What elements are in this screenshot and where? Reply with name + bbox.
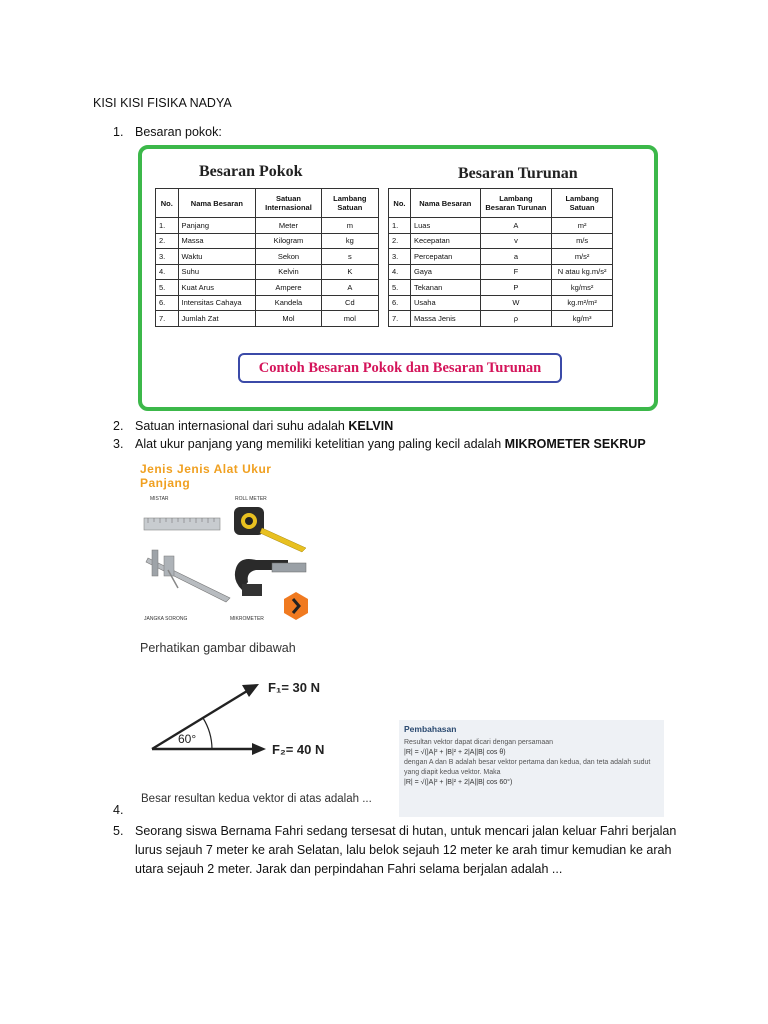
f1-label: F₁= 30 N xyxy=(268,680,320,695)
vector-arrows xyxy=(140,672,360,762)
table-cell: 1. xyxy=(156,218,179,234)
table-cell: Massa Jenis xyxy=(410,311,480,327)
vector-f2-arrow xyxy=(152,743,266,755)
table-cell: 7. xyxy=(156,311,179,327)
table-row xyxy=(389,249,613,265)
pembahasan-line-1: Resultan vektor dapat dicari dengan persamaan xyxy=(404,739,554,746)
table-row xyxy=(389,264,613,280)
table-cell: Kelvin xyxy=(256,264,321,280)
tool-label: MIKROMETER xyxy=(230,616,264,622)
answer-bold: KELVIN xyxy=(348,419,394,433)
table-cell: 3. xyxy=(389,249,411,265)
table-cell: Luas xyxy=(410,218,480,234)
table-cell: Kilogram xyxy=(256,233,321,249)
list-item-1 xyxy=(113,123,222,141)
table-cell: ρ xyxy=(480,311,552,327)
list-text: Satuan internasional dari suhu adalah KELVIN xyxy=(135,419,394,433)
table-cell: 7. xyxy=(389,311,411,327)
vector-note: Perhatikan gambar dibawah xyxy=(140,641,296,655)
document-heading: KISI KISI FISIKA NADYA xyxy=(93,96,232,110)
list-text: Besaran pokok: xyxy=(135,125,222,139)
vector-diagram xyxy=(140,672,360,767)
table-cell: Massa xyxy=(178,233,256,249)
table-cell: A xyxy=(480,218,552,234)
table-cell: Tekanan xyxy=(410,280,480,296)
table-cell: Ampere xyxy=(256,280,321,296)
table-row xyxy=(389,280,613,296)
table-row xyxy=(389,295,613,311)
pembahasan-box xyxy=(399,720,664,817)
micrometer-icon xyxy=(235,559,306,596)
table-cell: a xyxy=(480,249,552,265)
table-row xyxy=(389,218,613,234)
pembahasan-formula-2: |R| = √(|A|² + |B|² + 2|A||B| cos 60°) xyxy=(404,779,513,786)
list-item-2 xyxy=(113,417,393,435)
table-cell: s xyxy=(321,249,378,265)
table-row xyxy=(156,249,379,265)
pokok-title: Besaran Pokok xyxy=(199,163,303,180)
table-cell: Mol xyxy=(256,311,321,327)
table-cell: Waktu xyxy=(178,249,256,265)
table-cell: m² xyxy=(552,218,613,234)
angle-arc xyxy=(203,718,212,749)
table-header-cell: Lambang Satuan xyxy=(321,189,378,218)
table-cell: 4. xyxy=(156,264,179,280)
table-cell: Cd xyxy=(321,295,378,311)
table-header-cell: No. xyxy=(389,189,411,218)
table-cell: Jumlah Zat xyxy=(178,311,256,327)
table-row xyxy=(389,311,613,327)
tools-title: Jenis Jenis Alat Ukur Panjang xyxy=(140,462,272,490)
tape-measure-icon xyxy=(234,507,306,552)
table-cell: 2. xyxy=(389,233,411,249)
table-cell: K xyxy=(321,264,378,280)
table-cell: 2. xyxy=(156,233,179,249)
list-number: 1. xyxy=(113,125,124,139)
table-cell: 5. xyxy=(389,280,411,296)
figure-caption: Contoh Besaran Pokok dan Besaran Turunan xyxy=(238,353,562,383)
table-cell: Kecepatan xyxy=(410,233,480,249)
table-cell: kg.m²/m² xyxy=(552,295,613,311)
table-row xyxy=(156,218,379,234)
table-row xyxy=(156,295,379,311)
table-header-cell: Nama Besaran xyxy=(178,189,256,218)
table-header-cell: No. xyxy=(156,189,179,218)
table-header-cell: Lambang Besaran Turunan xyxy=(480,189,552,218)
table-row xyxy=(156,264,379,280)
table-cell: mol xyxy=(321,311,378,327)
turunan-title: Besaran Turunan xyxy=(458,165,578,182)
vernier-caliper-icon xyxy=(146,550,230,602)
pokok-table xyxy=(155,188,379,327)
table-cell: Percepatan xyxy=(410,249,480,265)
table-cell: Gaya xyxy=(410,264,480,280)
table-cell: P xyxy=(480,280,552,296)
tool-label: JANGKA SORONG xyxy=(144,616,188,622)
vector-f1-arrow xyxy=(152,684,259,749)
pembahasan-title: Pembahasan xyxy=(404,724,457,734)
table-cell: m xyxy=(321,218,378,234)
table-cell: kg xyxy=(321,233,378,249)
table-cell: N atau kg.m/s² xyxy=(552,264,613,280)
table-cell: 4. xyxy=(389,264,411,280)
table-cell: Kuat Arus xyxy=(178,280,256,296)
table-cell: 5. xyxy=(156,280,179,296)
list-item-5 xyxy=(113,822,685,879)
vector-question: Besar resultan kedua vektor di atas adalah ... xyxy=(141,793,372,805)
table-cell: 6. xyxy=(156,295,179,311)
table-cell: 3. xyxy=(156,249,179,265)
tool-label: MISTAR xyxy=(150,496,169,502)
table-cell: m/s² xyxy=(552,249,613,265)
table-row xyxy=(389,233,613,249)
list-text: Alat ukur panjang yang memiliki ketelitian yang paling kecil adalah MIKROMETER SEKRUP xyxy=(135,437,646,451)
orange-hexagon-icon xyxy=(284,592,308,620)
table-cell: v xyxy=(480,233,552,249)
list-number: 3. xyxy=(113,437,124,451)
table-cell: kg/m³ xyxy=(552,311,613,327)
list-number: 5. xyxy=(113,824,124,838)
table-cell: Sekon xyxy=(256,249,321,265)
measuring-tools-figure xyxy=(138,460,318,630)
table-cell: 1. xyxy=(389,218,411,234)
table-header-cell: Satuan Internasional xyxy=(256,189,321,218)
table-cell: Panjang xyxy=(178,218,256,234)
table-cell: W xyxy=(480,295,552,311)
table-cell: Usaha xyxy=(410,295,480,311)
list-item-4 xyxy=(113,801,135,819)
list-text: Seorang siswa Bernama Fahri sedang tersesat di hutan, untuk mencari jalan keluar Fahri berjalan lurus sejauh 7 meter ke arah Selatan, lalu belok sejauh 12 meter ke arah timur kemudian ke arah utara sejauh 2 meter. Jarak dan perpindahan Fahri selama berjalan adalah ... xyxy=(135,824,677,876)
list-number: 4. xyxy=(113,803,124,817)
table-row xyxy=(156,311,379,327)
ruler-icon xyxy=(144,518,220,530)
list-number: 2. xyxy=(113,419,124,433)
table-cell: kg/ms² xyxy=(552,280,613,296)
table-cell: Meter xyxy=(256,218,321,234)
angle-label: 60° xyxy=(178,732,197,746)
table-cell: 6. xyxy=(389,295,411,311)
table-cell: Kandela xyxy=(256,295,321,311)
pembahasan-formula-1: |R| = √(|A|² + |B|² + 2|A||B| cos θ) xyxy=(404,749,506,756)
table-cell: Intensitas Cahaya xyxy=(178,295,256,311)
table-cell: m/s xyxy=(552,233,613,249)
table-cell: F xyxy=(480,264,552,280)
answer-bold: MIKROMETER SEKRUP xyxy=(504,437,646,451)
table-header-cell: Lambang Satuan xyxy=(552,189,613,218)
besaran-figure xyxy=(138,145,658,411)
tools-illustration xyxy=(138,460,318,630)
table-cell: A xyxy=(321,280,378,296)
pembahasan-line-2: dengan A dan B adalah besar vektor pertama dan kedua, dan teta adalah sudut yang diapit kedua vektor. Maka xyxy=(404,759,651,776)
tool-label: ROLL METER xyxy=(235,496,267,502)
list-item-3 xyxy=(113,435,646,453)
table-row xyxy=(156,233,379,249)
table-cell: Suhu xyxy=(178,264,256,280)
turunan-table xyxy=(388,188,613,327)
f2-label: F₂= 40 N xyxy=(272,742,325,757)
table-row xyxy=(156,280,379,296)
table-header-cell: Nama Besaran xyxy=(410,189,480,218)
